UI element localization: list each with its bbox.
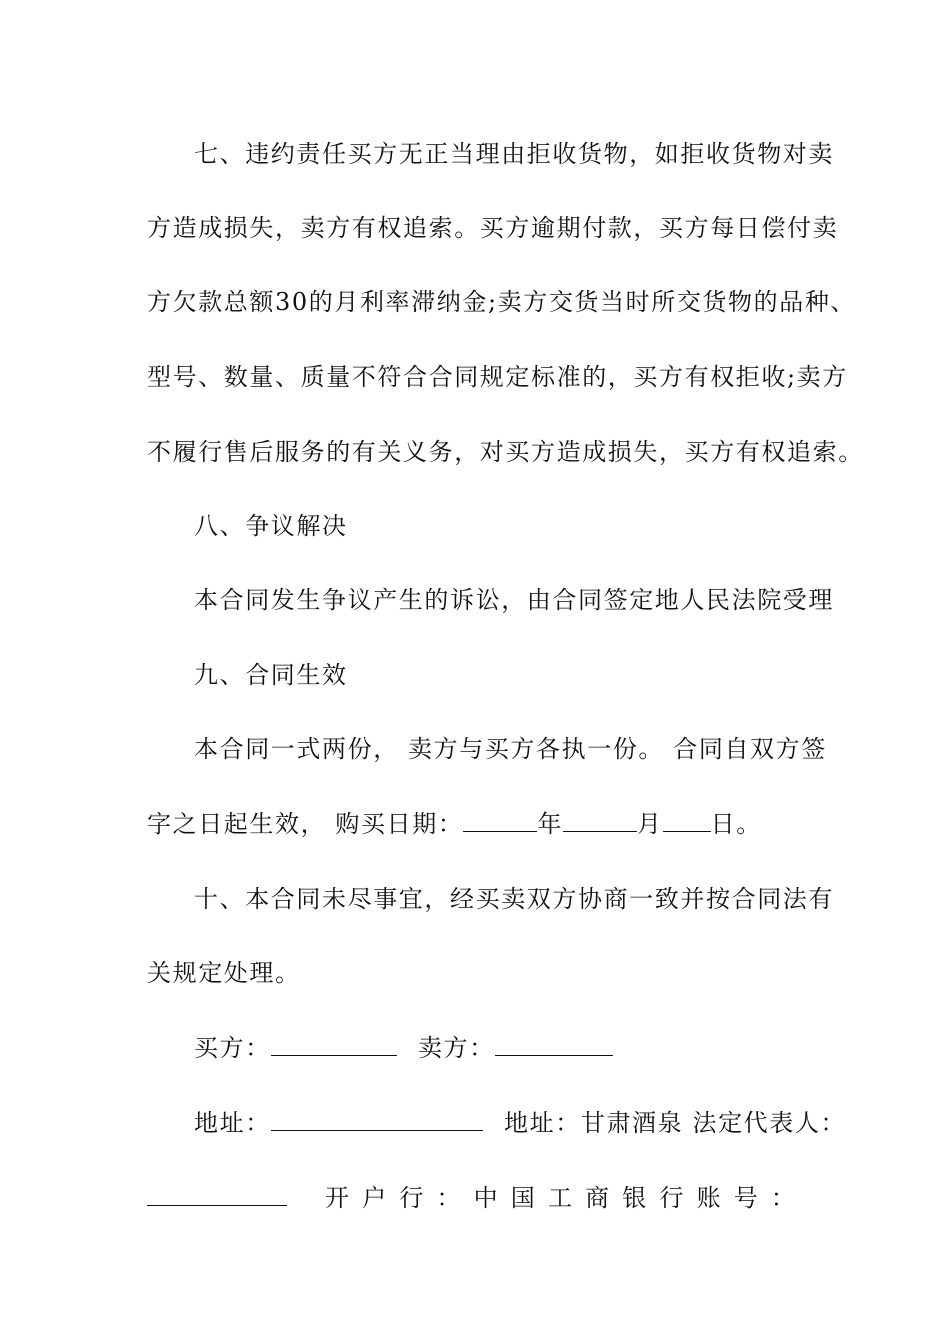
bank-char: 商 bbox=[585, 1184, 610, 1212]
clause-7-line-2: 方造成损失，卖方有权追索。买方逾期付款，买方每日偿付卖 bbox=[147, 214, 839, 242]
year-blank bbox=[463, 809, 537, 832]
bank-char: 开 bbox=[325, 1184, 349, 1212]
clause-7-line-5: 不履行售后服务的有关义务，对买方造成损失，买方有权追索。 bbox=[147, 438, 864, 466]
clause-9-line-1: 本合同一式两份， 卖方与买方各执一份。 合同自双方签 bbox=[194, 735, 827, 763]
clause-9-heading: 九、合同生效 bbox=[194, 661, 348, 689]
bank-char: 行 bbox=[399, 1184, 424, 1212]
month-label: 月 bbox=[637, 810, 663, 838]
buyer-blank bbox=[271, 1033, 397, 1056]
buyer-label: 买方： bbox=[194, 1034, 271, 1062]
clause-8-text: 本合同发生争议产生的诉讼，由合同签定地人民法院受理 bbox=[194, 586, 834, 614]
clause-8-heading: 八、争议解决 bbox=[194, 512, 348, 540]
seller-blank bbox=[495, 1033, 613, 1056]
buyer-address-label: 地址： bbox=[194, 1109, 271, 1137]
bank-char: ： bbox=[770, 1184, 795, 1212]
clause-7-line-1: 七、违约责任买方无正当理由拒收货物，如拒收货物对卖 bbox=[194, 140, 834, 168]
clause-10-line-1: 十、本合同未尽事宜，经买卖双方协商一致并按合同法有 bbox=[194, 885, 834, 913]
day-blank bbox=[663, 809, 711, 832]
bank-char: ： bbox=[436, 1184, 461, 1212]
purchase-date-label: 字之日起生效， 购买日期： bbox=[147, 810, 464, 838]
bank-char: 户 bbox=[362, 1184, 387, 1212]
bank-row bbox=[147, 1182, 827, 1214]
clause-10-line-2: 关规定处理。 bbox=[147, 959, 301, 987]
month-blank bbox=[563, 809, 637, 832]
clause-7-line-3: 方欠款总额30的月利率滞纳金;卖方交货当时所交货物的品种、 bbox=[147, 288, 857, 316]
bank-char: 工 bbox=[547, 1184, 572, 1212]
clause-9-line-2 bbox=[147, 808, 827, 840]
year-label: 年 bbox=[537, 810, 564, 838]
clause-7-line-4: 型号、数量、质量不符合合同规定标准的，买方有权拒收;卖方 bbox=[147, 363, 848, 391]
bank-info bbox=[325, 1182, 795, 1214]
address-row bbox=[194, 1107, 874, 1139]
bank-char: 账 bbox=[696, 1184, 721, 1212]
seller-label: 卖方： bbox=[418, 1034, 495, 1062]
party-signature-row bbox=[194, 1032, 874, 1064]
bank-char: 号 bbox=[733, 1184, 758, 1212]
bank-char: 中 bbox=[473, 1184, 498, 1212]
bank-char: 国 bbox=[510, 1184, 535, 1212]
bank-char: 行 bbox=[659, 1184, 684, 1212]
buyer-address-blank bbox=[271, 1108, 483, 1131]
seller-address: 地址：甘肃酒泉 法定代表人： bbox=[504, 1109, 847, 1137]
bank-char: 银 bbox=[622, 1184, 647, 1212]
representative-blank bbox=[147, 1183, 287, 1206]
day-label: 日。 bbox=[710, 810, 762, 838]
